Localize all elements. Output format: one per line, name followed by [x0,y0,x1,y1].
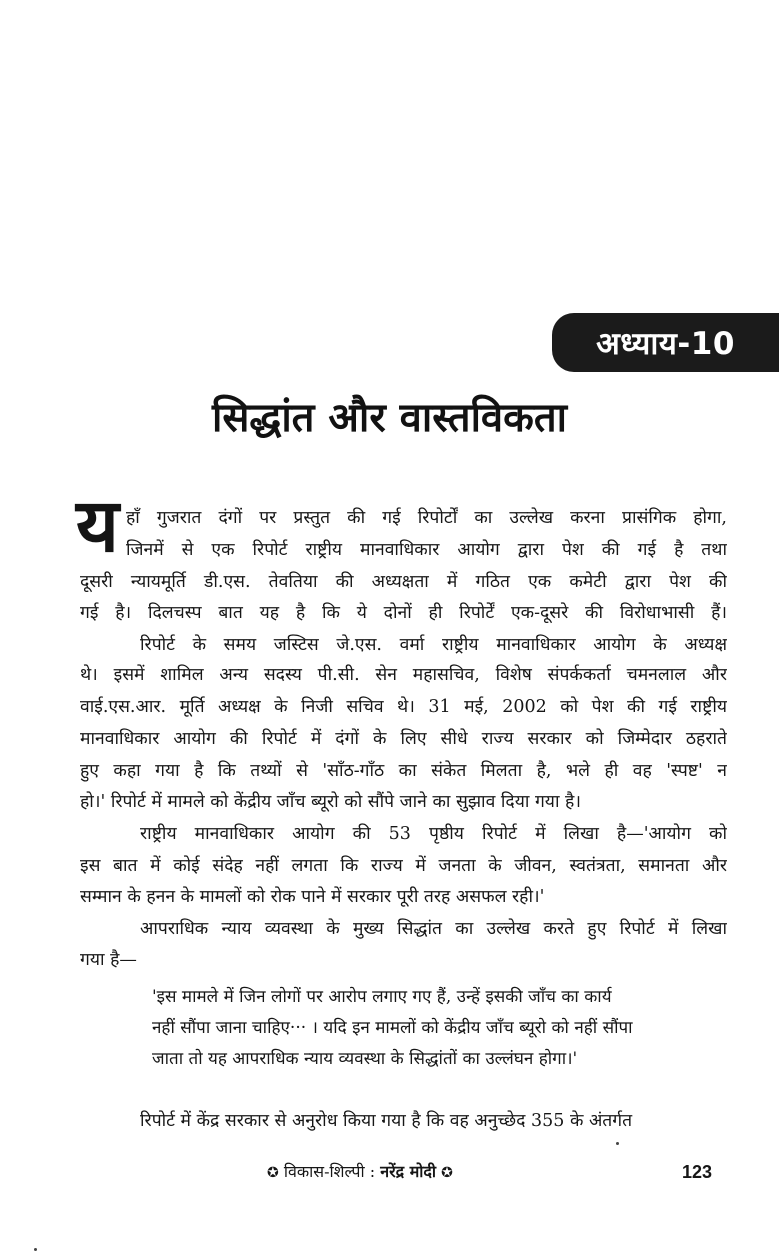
body-line: हुए कहा गया है कि तथ्यों से 'साँठ-गाँठ का संकेत मिलता है, भले ही वह 'स्पष्ट' न [80,761,727,781]
body-line: रिपोर्ट में केंद्र सरकार से अनुरोध किया गया है कि वह अनुच्छेद 355 के अंतर्गत [140,1111,633,1131]
body-line: हो।' रिपोर्ट में मामले को केंद्रीय जाँच ब्यूरो को सौंपे जाने का सुझाव दिया गया है। [80,792,581,812]
chapter-title: सिद्धांत और वास्तविकता [211,395,568,441]
body-line: गई है। दिलचस्प बात यह है कि ये दोनों ही रिपोर्टें एक-दूसरे की विरोधाभासी हैं। [80,603,727,623]
body-line: मानवाधिकार आयोग की रिपोर्ट में दंगों के लिए सीधे राज्य सरकार को जिम्मेदार ठहराते [80,729,727,749]
book-title: विकास-शिल्पी : [283,1162,376,1181]
body-line: गया है— [80,950,137,970]
body-line: थे। इसमें शामिल अन्य सदस्य पी.सी. सेन महासचिव, विशेष संपर्ककर्ता चमनलाल और [80,665,727,685]
body-line: रिपोर्ट के समय जस्टिस जे.एस. वर्मा राष्ट्रीय मानवाधिकार आयोग के अध्यक्ष [140,635,727,655]
body-line: आपराधिक न्याय व्यवस्था के मुख्य सिद्धांत का उल्लेख करते हुए रिपोर्ट में लिखा [140,919,727,939]
quote-line: जाता तो यह आपराधिक न्याय व्यवस्था के सिद्धांतों का उल्लंघन होगा।' [152,1049,578,1069]
star-bullet-icon: ✪ [267,1165,279,1181]
running-footer [267,1160,453,1185]
star-bullet-icon: ✪ [441,1165,453,1181]
scan-speck [34,1248,37,1251]
body-line: हाँ गुजरात दंगों पर प्रस्तुत की गई रिपोर्टों का उल्लेख करना प्रासंगिक होगा, [126,508,727,528]
scan-speck [616,1142,619,1145]
body-line: राष्ट्रीय मानवाधिकार आयोग की 53 पृष्ठीय रिपोर्ट में लिखा है—'आयोग को [140,824,727,844]
chapter-label: अध्याय-10 [552,313,779,372]
body-line: इस बात में कोई संदेह नहीं लगता कि राज्य में जनता के जीवन, स्वतंत्रता, समानता और [80,856,727,876]
drop-cap: य [76,483,119,569]
author-name: नरेंद्र मोदी [380,1162,437,1181]
quote-line: 'इस मामले में जिन लोगों पर आरोप लगाए गए हैं, उन्हें इसकी जाँच का कार्य [152,987,612,1007]
page-number: 123 [682,1162,713,1182]
body-line: जिनमें से एक रिपोर्ट राष्ट्रीय मानवाधिकार आयोग द्वारा पेश की गई है तथा [126,540,727,560]
quote-line: नहीं सौंपा जाना चाहिए··· । यदि इन मामलों को केंद्रीय जाँच ब्यूरो को नहीं सौंपा [152,1018,633,1038]
body-line: सम्मान के हनन के मामलों को रोक पाने में सरकार पूरी तरह असफल रही।' [80,887,545,907]
body-line: वाई.एस.आर. मूर्ति अध्यक्ष के निजी सचिव थे। 31 मई, 2002 को पेश की गई राष्ट्रीय [80,697,727,717]
body-line: दूसरी न्यायमूर्ति डी.एस. तेवतिया की अध्यक्षता में गठित एक कमेटी द्वारा पेश की [80,572,727,592]
